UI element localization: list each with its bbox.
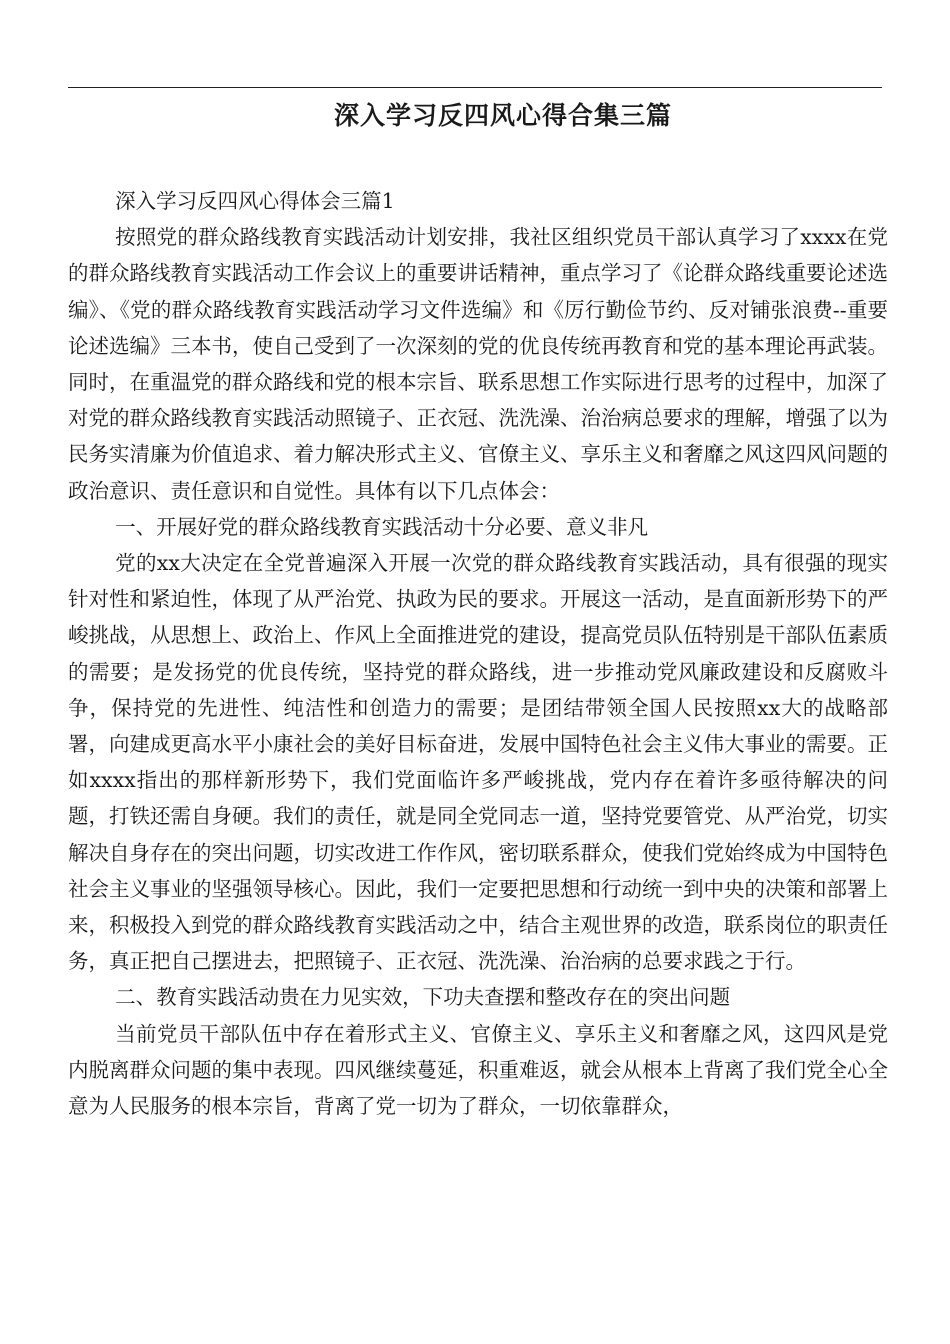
body-paragraph: 按照党的群众路线教育实践活动计划安排，我社区组织党员干部认真学习了xxxx在党的群众路线教育实践活动工作会议上的重要讲话精神，重点学习了《论群众路线重要论述选编》、《党的群众路线教育实践活动学习文件选编》和《厉行勤俭节约、反对铺张浪费--重要论述选编》三本书，使自己受到了一次深刻的党的优良传统再教育和党的基本理论再武装。同时，在重温党的群众路线和党的根本宗旨、联系思想工作实际进行思考的过程中，加深了对党的群众路线教育实践活动照镜子、正衣冠、洗洗澡、治治病总要求的理解，增强了以为民务实清廉为价值追求、着力解决形式主义、官僚主义、享乐主义和奢靡之风这四风问题的政治意识、责任意识和自觉性。具体有以下几点体会：	[68, 225, 888, 503]
body-paragraph: 党的xx大决定在全党普遍深入开展一次党的群众路线教育实践活动，具有很强的现实针对性和紧迫性，体现了从严治党、执政为民的要求。开展这一活动，是直面新形势下的严峻挑战，从思想上、政治上、作风上全面推进党的建设，提高党员队伍特别是干部队伍素质的需要；是发扬党的优良传统，坚持党的群众路线，进一步推动党风廉政建设和反腐败斗争，保持党的先进性、纯洁性和创造力的需要；是团结带领全国人民按照xx大的战略部署，向建成更高水平小康社会的美好目标奋进，发展中国特色社会主义伟大事业的需要。正如xxxx指出的那样新形势下，我们党面临许多严峻挑战，党内存在着许多亟待解决的问题，打铁还需自身硬。我们的责任，就是同全党同志一道，坚持党要管党、从严治党，切实解决自身存在的突出问题，切实改进工作作风，密切联系群众，使我们党始终成为中国特色社会主义事业的坚强领导核心。因此，我们一定要把思想和行动统一到中央的决策和部署上来，积极投入到党的群众路线教育实践活动之中，结合主观世界的改造，联系岗位的职责任务，真正把自己摆进去，把照镜子、正衣冠、洗洗澡、治治病的总要求践之于行。	[68, 551, 888, 974]
subtitle-paragraph: 深入学习反四风心得体会三篇1	[115, 189, 395, 213]
section-heading: 二、教育实践活动贵在力见实效，下功夫查摆和整改存在的突出问题	[115, 985, 731, 1010]
document-title: 深入学习反四风心得合集三篇	[333, 101, 672, 130]
header-rule	[68, 87, 882, 88]
body-paragraph: 当前党员干部队伍中存在着形式主义、官僚主义、享乐主义和奢靡之风，这四风是党内脱离群众问题的集中表现。四风继续蔓延，积重难返，就会从根本上背离了我们党全心全意为人民服务的根本宗旨，背离了党一切为了群众，一切依靠群众，	[68, 1021, 888, 1119]
section-heading: 一、开展好党的群众路线教育实践活动十分必要、意义非凡	[115, 514, 649, 539]
document-body	[68, 183, 888, 1124]
